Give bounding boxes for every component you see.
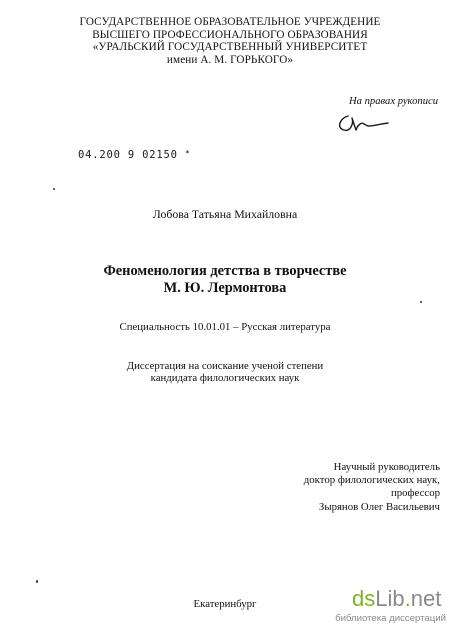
degree-statement [0,360,450,384]
logo-dot: . [404,586,411,611]
logo-part-lib: Lib [375,586,405,611]
title-line-2: М. Ю. Лермонтова [163,280,287,296]
scientific-supervisor [250,461,440,514]
handwritten-signature [334,110,390,136]
degree-line-2: кандидата филологических наук [150,372,300,385]
city-name: Екатеринбург [193,598,257,610]
supervisor-line-3: профессор [390,487,440,500]
scan-speck [36,580,38,583]
title-line-1: Феноменология детства в творчестве [103,263,347,279]
watermark-caption: библиотека диссертаций [335,613,446,624]
degree-line-1: Диссертация на соискание ученой степени [126,360,324,372]
scan-speck [420,301,422,303]
institution-line-4: имени А. М. ГОРЬКОГО» [166,53,294,66]
dslib-watermark [330,586,446,631]
dissertation-title [0,263,450,297]
inventory-number: 04.200 9 02150 [78,149,178,161]
inventory-number-stamp [78,149,190,161]
specialty-line: Специальность 10.01.01 – Русская литература [119,321,331,333]
supervisor-line-4: Зырянов Олег Васильевич [318,500,440,513]
institution-header [60,16,400,66]
scan-speck [53,188,55,190]
institution-line-1: ГОСУДАРСТВЕННОЕ ОБРАЗОВАТЕЛЬНОЕ УЧРЕЖДЕНИЕ [79,16,381,28]
institution-line-2: ВЫСШЕГО ПРОФЕССИОНАЛЬНОГО ОБРАЗОВАНИЯ [92,28,368,41]
institution-line-3: «УРАЛЬСКИЙ ГОСУДАРСТВЕННЫЙ УНИВЕРСИТЕТ [92,41,368,54]
logo-part-ds: ds [352,586,376,611]
supervisor-line-2: доктор филологических наук, [303,474,440,487]
inventory-mark: * [184,149,191,158]
logo-part-net: net [410,586,442,611]
author-name: Лобова Татьяна Михайловна [152,207,298,221]
manuscript-rights-note: На правах рукописи [349,96,438,107]
dslib-logo [352,586,441,612]
supervisor-line-1: Научный руководитель [333,461,440,473]
